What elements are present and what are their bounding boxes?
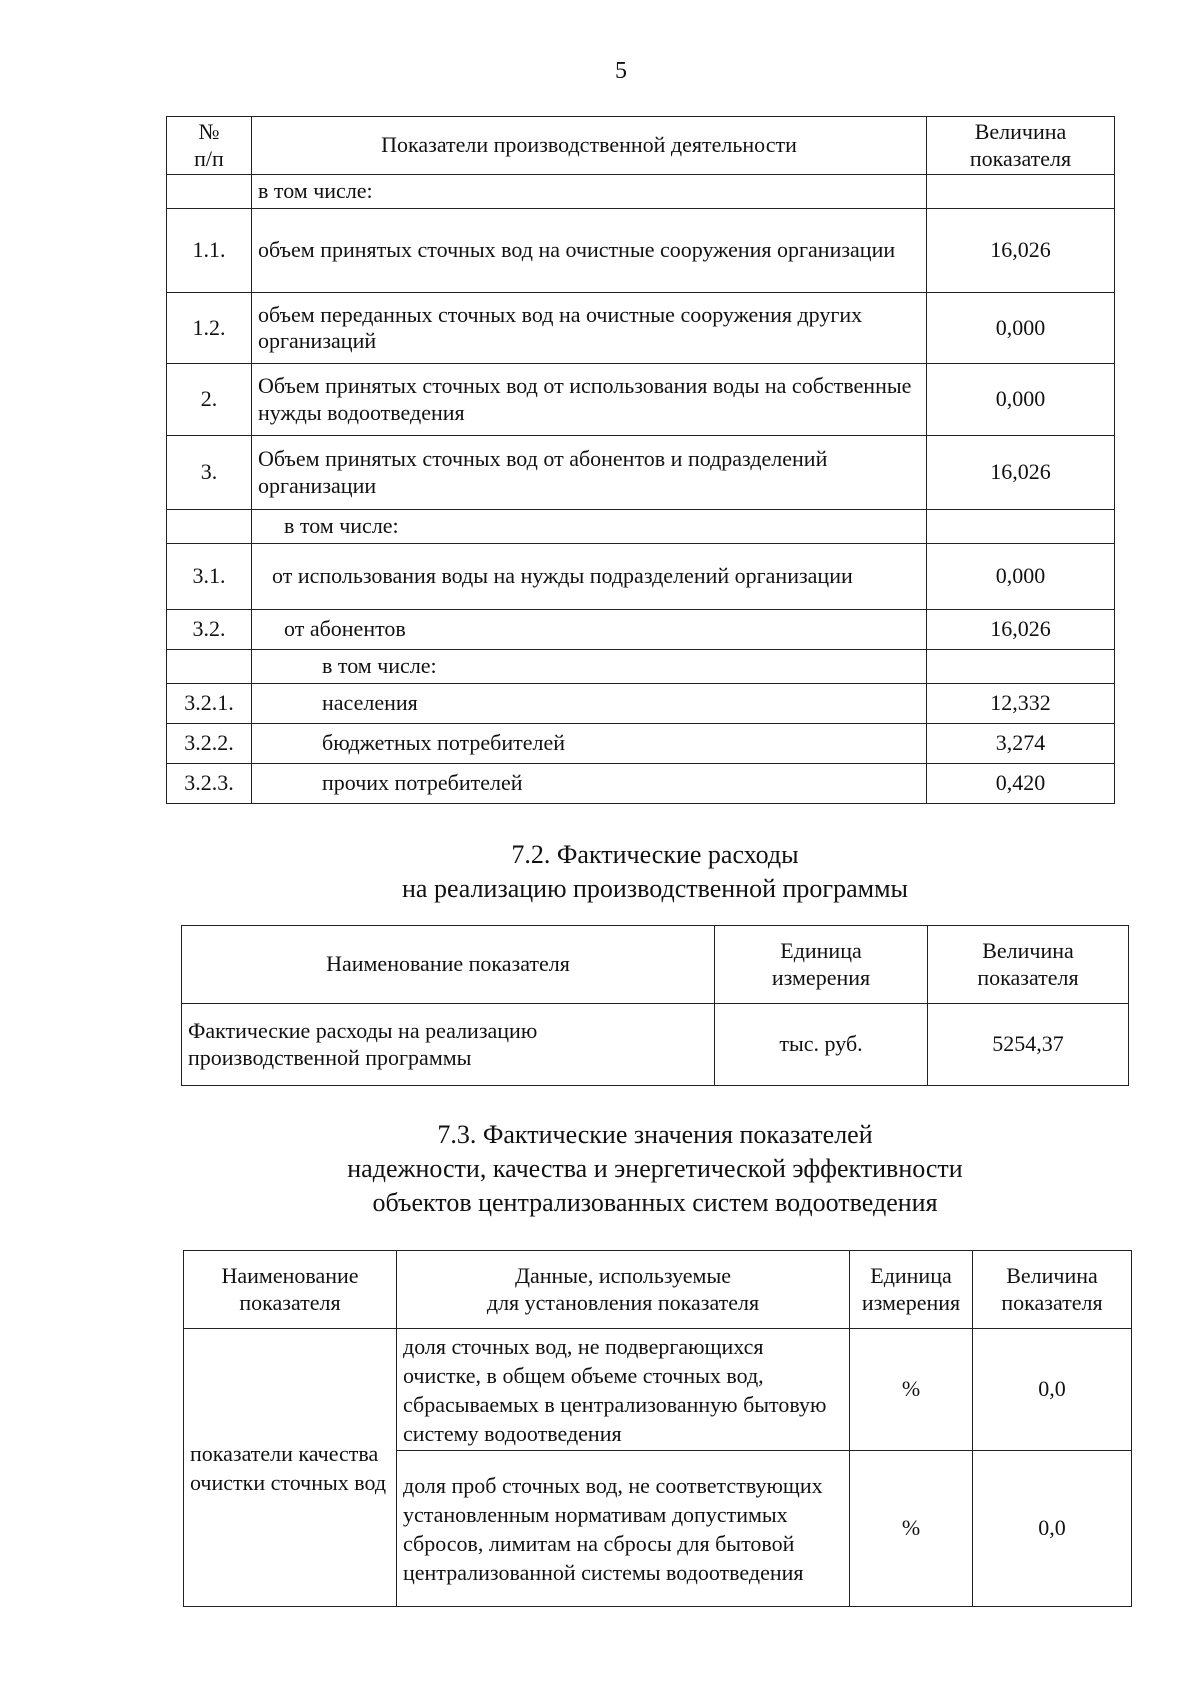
row-indicator: в том числе: bbox=[252, 650, 927, 684]
row-num bbox=[167, 175, 252, 209]
col-header-value: Величина показателя bbox=[928, 926, 1129, 1004]
col-header-name: Наименование показателя bbox=[184, 1251, 397, 1329]
row-indicator: в том числе: bbox=[252, 510, 927, 544]
row-indicator: объем переданных сточных вод на очистные сооружения других организаций bbox=[252, 293, 927, 364]
row-value bbox=[927, 650, 1115, 684]
row-value: 0,000 bbox=[927, 293, 1115, 364]
page-number: 5 bbox=[615, 58, 627, 84]
col-header-unit: Единица измерения bbox=[850, 1251, 973, 1329]
row-value: 0,420 bbox=[927, 764, 1115, 804]
row-num: 3. bbox=[167, 436, 252, 510]
col-header-indicator: Показатели производственной деятельности bbox=[252, 117, 927, 175]
row-value: 16,026 bbox=[927, 610, 1115, 650]
row-num: 1.1. bbox=[167, 209, 252, 293]
row-num bbox=[167, 650, 252, 684]
row-indicator: бюджетных потребителей bbox=[252, 724, 927, 764]
row-data: доля сточных вод, не подвергающихся очистке, в общем объеме сточных вод, сбрасываемых в централизованную бытовую систему водоотведения bbox=[397, 1329, 850, 1451]
row-value: 12,332 bbox=[927, 684, 1115, 724]
row-indicator: от использования воды на нужды подразделений организации bbox=[252, 544, 927, 610]
row-indicator: Объем принятых сточных вод от абонентов и подразделений организации bbox=[252, 436, 927, 510]
row-value bbox=[927, 175, 1115, 209]
group-name: показатели качества очистки сточных вод bbox=[184, 1329, 397, 1607]
row-unit: тыс. руб. bbox=[715, 1004, 928, 1086]
col-header-name: Наименование показателя bbox=[182, 926, 715, 1004]
row-value: 3,274 bbox=[927, 724, 1115, 764]
production-indicators-table bbox=[166, 116, 1115, 804]
row-indicator: в том числе: bbox=[252, 175, 927, 209]
row-value: 0,000 bbox=[927, 364, 1115, 436]
row-num: 3.2.2. bbox=[167, 724, 252, 764]
row-num bbox=[167, 510, 252, 544]
row-num: 3.2. bbox=[167, 610, 252, 650]
row-value: 0,000 bbox=[927, 544, 1115, 610]
row-num: 3.1. bbox=[167, 544, 252, 610]
row-indicator: объем принятых сточных вод на очистные сооружения организации bbox=[252, 209, 927, 293]
row-value bbox=[927, 510, 1115, 544]
row-unit: % bbox=[850, 1329, 973, 1451]
section-title-line: 7.2. Фактические расходы bbox=[511, 840, 799, 869]
col-header-unit: Единица измерения bbox=[715, 926, 928, 1004]
row-indicator: населения bbox=[252, 684, 927, 724]
col-header-value: Величина показателя bbox=[973, 1251, 1132, 1329]
row-indicator: от абонентов bbox=[252, 610, 927, 650]
row-num: 2. bbox=[167, 364, 252, 436]
row-unit: % bbox=[850, 1451, 973, 1607]
row-num: 3.2.1. bbox=[167, 684, 252, 724]
row-num: 1.2. bbox=[167, 293, 252, 364]
row-indicator: прочих потребителей bbox=[252, 764, 927, 804]
section-title-line: на реализацию производственной программы bbox=[401, 874, 908, 903]
section-title-line: объектов централизованных систем водоотведения bbox=[372, 1188, 938, 1217]
row-data: доля проб сточных вод, не соответствующих установленным нормативам допустимых сбросов, лимитам на сбросы для бытовой централизованной системы водоотведения bbox=[397, 1451, 850, 1607]
section-title-line: надежности, качества и энергетической эффективности bbox=[347, 1154, 963, 1183]
row-value: 16,026 bbox=[927, 436, 1115, 510]
row-num: 3.2.3. bbox=[167, 764, 252, 804]
col-header-data: Данные, используемые для установления показателя bbox=[397, 1251, 850, 1329]
row-name: Фактические расходы на реализацию производственной программы bbox=[182, 1004, 715, 1086]
actual-costs-table bbox=[181, 925, 1129, 1086]
section-7-3-heading bbox=[0, 1118, 1200, 1220]
row-value: 0,0 bbox=[973, 1329, 1132, 1451]
row-value: 16,026 bbox=[927, 209, 1115, 293]
row-value: 5254,37 bbox=[928, 1004, 1129, 1086]
quality-indicators-table bbox=[183, 1250, 1132, 1607]
col-header-num: № п/п bbox=[167, 117, 252, 175]
col-header-value: Величина показателя bbox=[927, 117, 1115, 175]
row-indicator: Объем принятых сточных вод от использования воды на собственные нужды водоотведения bbox=[252, 364, 927, 436]
section-7-2-heading bbox=[0, 838, 1200, 906]
section-title-line: 7.3. Фактические значения показателей bbox=[437, 1120, 873, 1149]
row-value: 0,0 bbox=[973, 1451, 1132, 1607]
